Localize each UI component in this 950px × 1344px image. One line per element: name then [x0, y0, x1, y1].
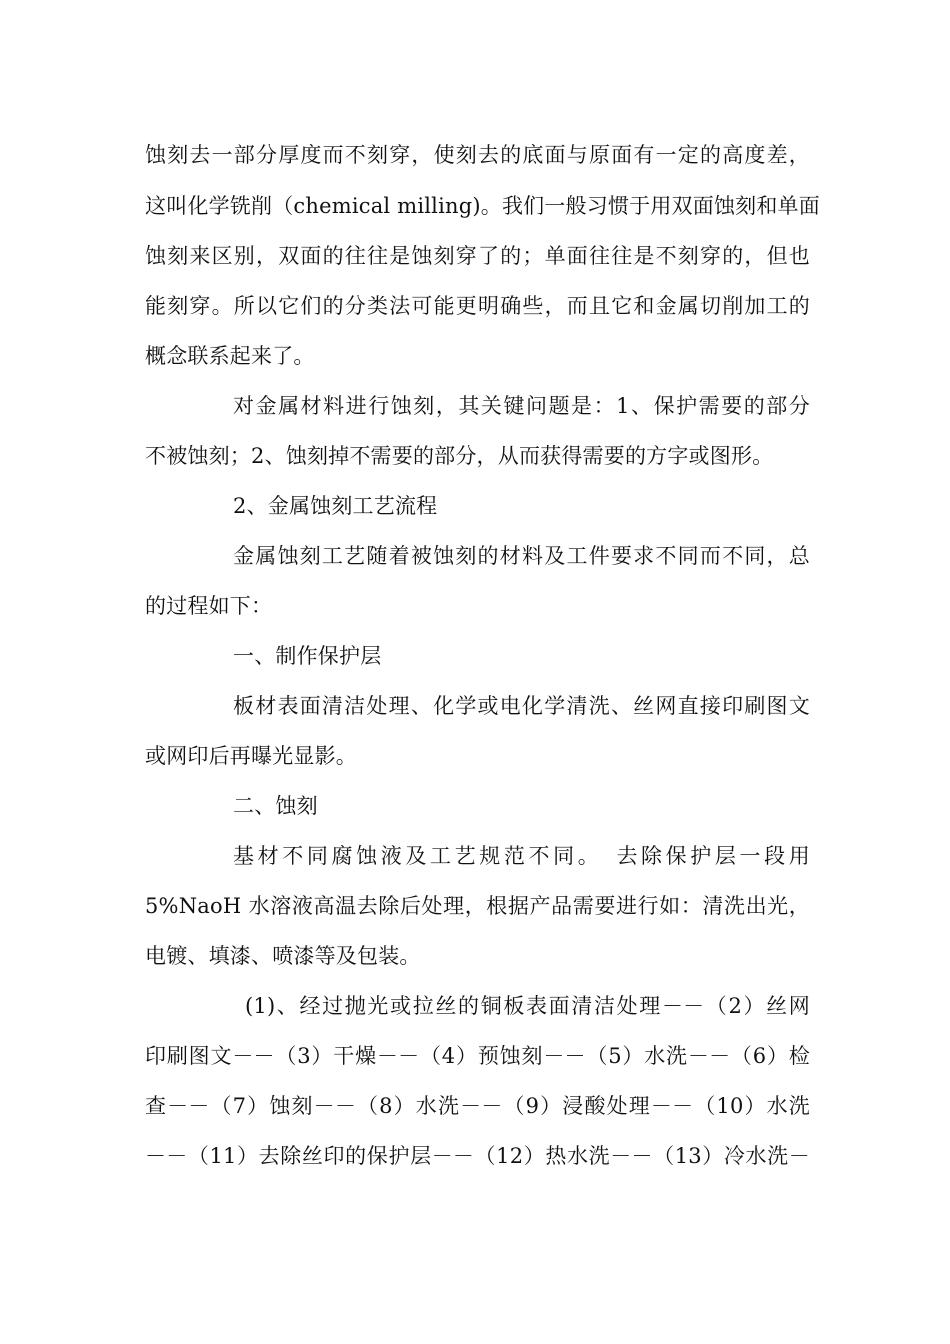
text-line: 不被蚀刻；2、蚀刻掉不需要的部分，从而获得需要的方字或图形。: [145, 444, 774, 468]
text-line: 电镀、填漆、喷漆等及包装。: [145, 944, 421, 968]
text-line: 的过程如下：: [145, 594, 273, 618]
paragraph-line: 板材表面清洁处理、化学或电化学清洗、丝网直接印刷图文: [233, 694, 810, 718]
text-line: 蚀刻去一部分厚度而不刻穿，使刻去的底面与原面有一定的高度差，: [145, 143, 810, 167]
text-line: 5%NaoH 水溶液高温去除后处理，根据产品需要进行如：清洗出光，: [145, 894, 810, 918]
paragraph-line: 金属蚀刻工艺随着被蚀刻的材料及工件要求不同而不同，总: [233, 544, 810, 568]
text-line: 蚀刻来区别，双面的往往是蚀刻穿了的；单面往往是不刻穿的，但也: [145, 244, 810, 268]
paragraph-line: 对金属材料进行蚀刻，其关键问题是：1、保护需要的部分: [233, 394, 810, 418]
section-heading: 二、蚀刻: [233, 794, 318, 818]
text-line: 印刷图文－－（3）干燥－－（4）预蚀刻－－（5）水洗－－（6）检: [145, 1044, 810, 1068]
text-line: 查－－（7）蚀刻－－（8）水洗－－（9）浸酸处理－－（10）水洗: [145, 1094, 810, 1118]
text-line: 概念联系起来了。: [145, 344, 315, 368]
text-line: －－（11）去除丝印的保护层－－（12）热水洗－－（13）冷水洗－: [145, 1144, 810, 1168]
text-line: 能刻穿。所以它们的分类法可能更明确些，而且它和金属切削加工的: [145, 294, 810, 318]
section-heading: 一、制作保护层: [233, 644, 382, 668]
section-heading: 2、金属蚀刻工艺流程: [233, 494, 438, 518]
paragraph-line: (1)、经过抛光或拉丝的铜板表面清洁处理－－（2）丝网: [245, 994, 810, 1018]
text-line: 或网印后再曝光显影。: [145, 744, 357, 768]
text-line: 这叫化学铣削（chemical milling)。我们一般习惯于用双面蚀刻和单面: [145, 194, 820, 218]
paragraph-line: 基材不同腐蚀液及工艺规范不同。 去除保护层一段用: [233, 844, 810, 868]
